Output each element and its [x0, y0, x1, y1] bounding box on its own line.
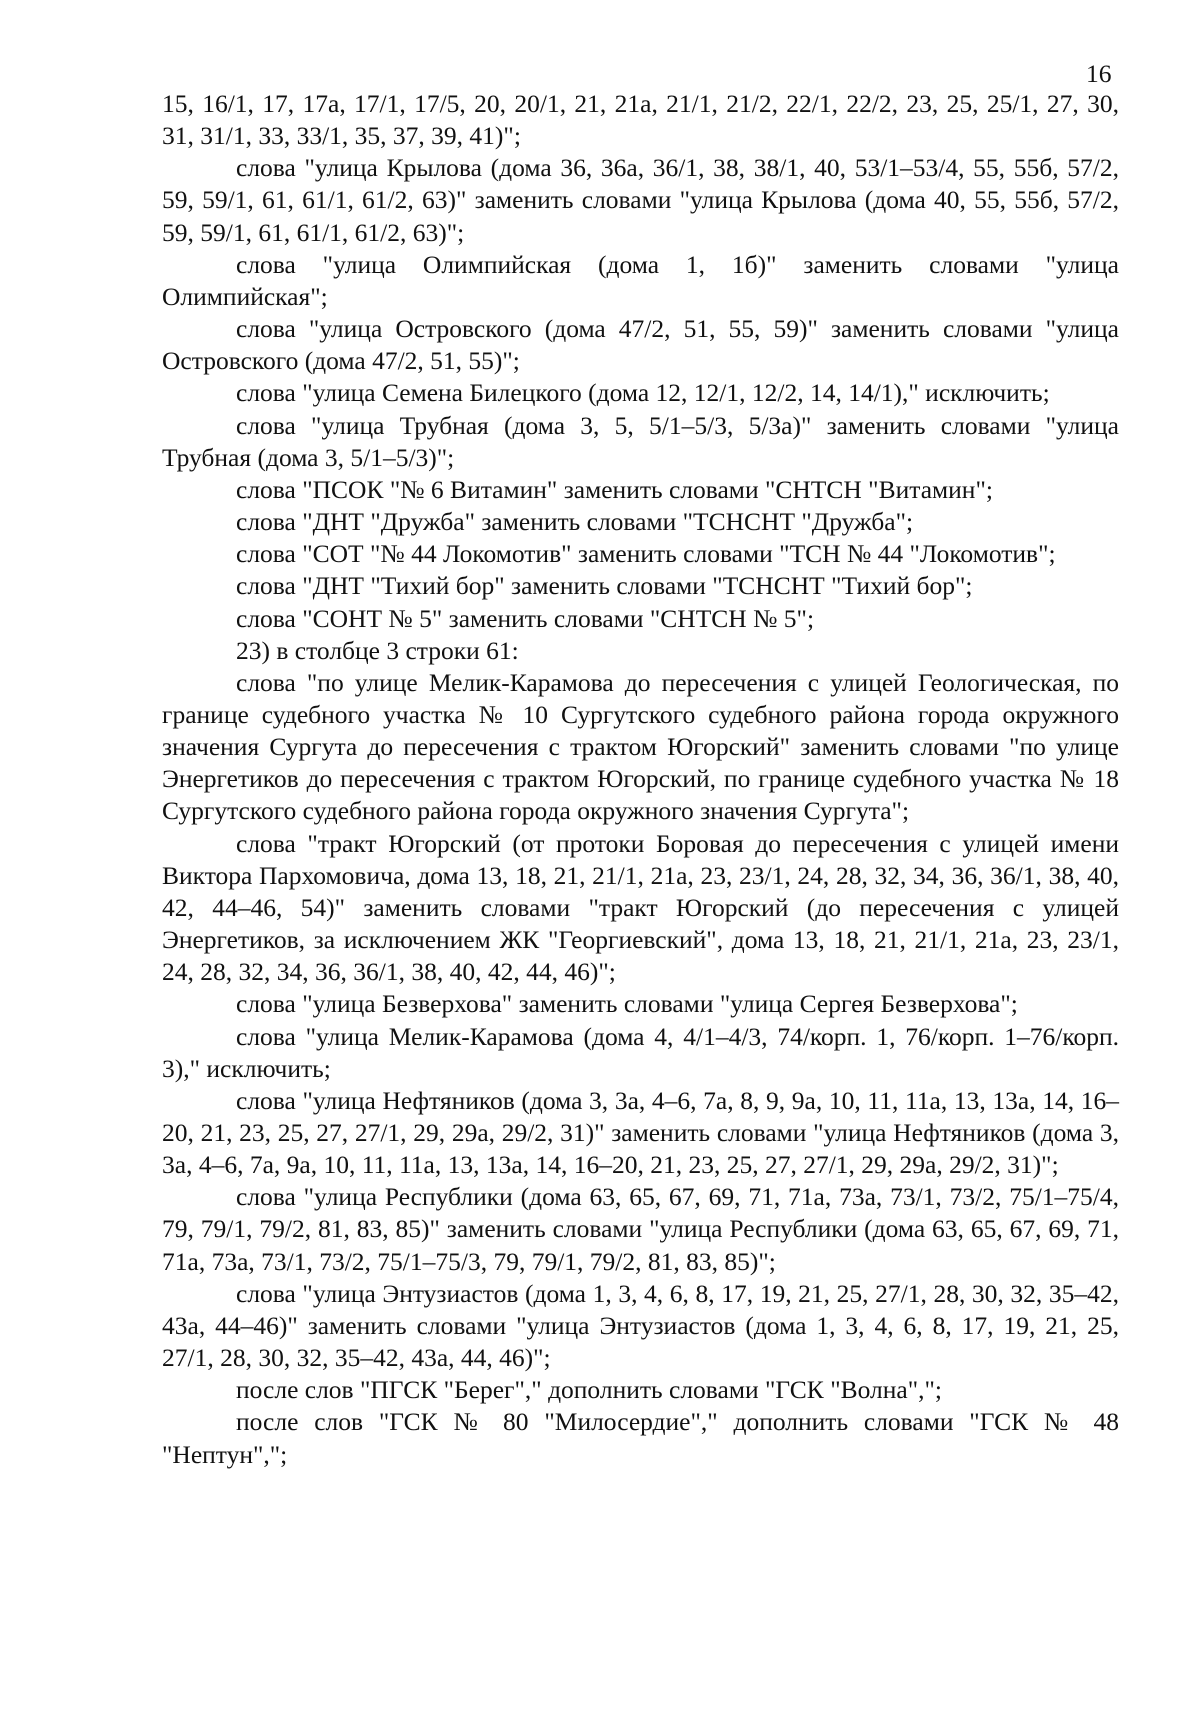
paragraph: слова "улица Нефтяников (дома 3, 3а, 4–6, 7а, 8, 9, 9а, 10, 11, 11а, 13, 13а, 14, 16–20, 21, 23, 25, 27, 27/1, 29, 29а, 29/2, 31)" заменить словами "улица Нефтяников (дома 3, 3а, 4–6, 7а, 9а, 10, 11, 11а, 13, 13а, 14, 16–20, 21, 23, 25, 27, 27/1, 29, 29а, 29/2, 31)";	[162, 1085, 1119, 1180]
paragraph: слова "ДНТ "Тихий бор" заменить словами "ТСНСНТ "Тихий бор";	[236, 571, 973, 601]
paragraph: слова "улица Семена Билецкого (дома 12, 12/1, 12/2, 14, 14/1)," исключить;	[236, 378, 1050, 408]
paragraph: слова "ДНТ "Дружба" заменить словами "ТСНСНТ "Дружба";	[236, 507, 914, 537]
paragraph: слова "улица Республики (дома 63, 65, 67, 69, 71, 71а, 73а, 73/1, 73/2, 75/1–75/4, 79, 79/1, 79/2, 81, 83, 85)" заменить словами "улица Республики (дома 63, 65, 67, 69, 71, 71а, 73а, 73/1, 73/2, 75/1–75/3, 79, 79/1, 79/2, 81, 83, 85)";	[162, 1182, 1119, 1276]
paragraph: после слов "ПГСК "Берег"," дополнить словами "ГСК "Волна",";	[236, 1375, 942, 1405]
paragraph: слова "СОНТ № 5" заменить словами "СНТСН № 5";	[236, 603, 815, 633]
paragraph: слова "улица Мелик-Карамова (дома 4, 4/1–4/3, 74/корп. 1, 76/корп. 1–76/корп. 3)," исключить;	[162, 1021, 1119, 1083]
document-body	[162, 88, 1119, 1471]
paragraph: слова "улица Безверхова" заменить словами "улица Сергея Безверхова";	[236, 989, 1018, 1019]
page-number: 16	[1086, 59, 1112, 88]
paragraph: слова "улица Островского (дома 47/2, 51, 55, 59)" заменить словами "улица Островского (дома 47/2, 51, 55)";	[162, 314, 1119, 376]
paragraph: слова "тракт Югорский (от протоки Боровая до пересечения с улицей имени Виктора Пархомовича, дома 13, 18, 21, 21/1, 21а, 23, 23/1, 24, 28, 32, 34, 36, 36/1, 38, 40, 42, 44–46, 54)" заменить словами "тракт Югорский (до пересечения с улицей Энергетиков, за исключением ЖК "Георгиевский", дома 13, 18, 21, 21/1, 21а, 23, 23/1, 24, 28, 32, 34, 36, 36/1, 38, 40, 42, 44, 46)";	[162, 828, 1119, 987]
paragraph: после слов "ГСК № 80 "Милосердие"," дополнить словами "ГСК № 48 "Нептун",";	[162, 1407, 1119, 1469]
paragraph: слова "улица Трубная (дома 3, 5, 5/1–5/3, 5/3а)" заменить словами "улица Трубная (дома 3, 5/1–5/3)";	[162, 410, 1119, 472]
paragraph: 15, 16/1, 17, 17а, 17/1, 17/5, 20, 20/1, 21, 21а, 21/1, 21/2, 22/1, 22/2, 23, 25, 25/1, 27, 30, 31, 31/1, 33, 33/1, 35, 37, 39, 41)";	[162, 89, 1119, 151]
paragraph: слова "СОТ "№ 44 Локомотив" заменить словами "ТСН № 44 "Локомотив";	[236, 539, 1056, 569]
paragraph: 23) в столбце 3 строки 61:	[236, 635, 519, 665]
paragraph: слова "по улице Мелик-Карамова до пересечения с улицей Геологическая, по границе судебного участка № 10 Сургутского судебного района города окружного значения Сургута до пересечения с трактом Югорский" заменить словами "по улице Энергетиков до пересечения с трактом Югорский, по границе судебного участка № 18 Сургутского судебного района города окружного значения Сургута";	[162, 667, 1119, 826]
paragraph: слова "улица Крылова (дома 36, 36а, 36/1, 38, 38/1, 40, 53/1–53/4, 55, 55б, 57/2, 59, 59/1, 61, 61/1, 61/2, 63)" заменить словами "улица Крылова (дома 40, 55, 55б, 57/2, 59, 59/1, 61, 61/1, 61/2, 63)";	[162, 153, 1119, 247]
paragraph: слова "ПСОК "№ 6 Витамин" заменить словами "СНТСН "Витамин";	[236, 474, 993, 504]
paragraph: слова "улица Олимпийская (дома 1, 1б)" заменить словами "улица Олимпийская";	[162, 249, 1119, 311]
paragraph: слова "улица Энтузиастов (дома 1, 3, 4, 6, 8, 17, 19, 21, 25, 27/1, 28, 30, 32, 35–42, 43а, 44–46)" заменить словами "улица Энтузиастов (дома 1, 3, 4, 6, 8, 17, 19, 21, 25, 27/1, 28, 30, 32, 35–42, 43а, 44, 46)";	[162, 1278, 1119, 1373]
